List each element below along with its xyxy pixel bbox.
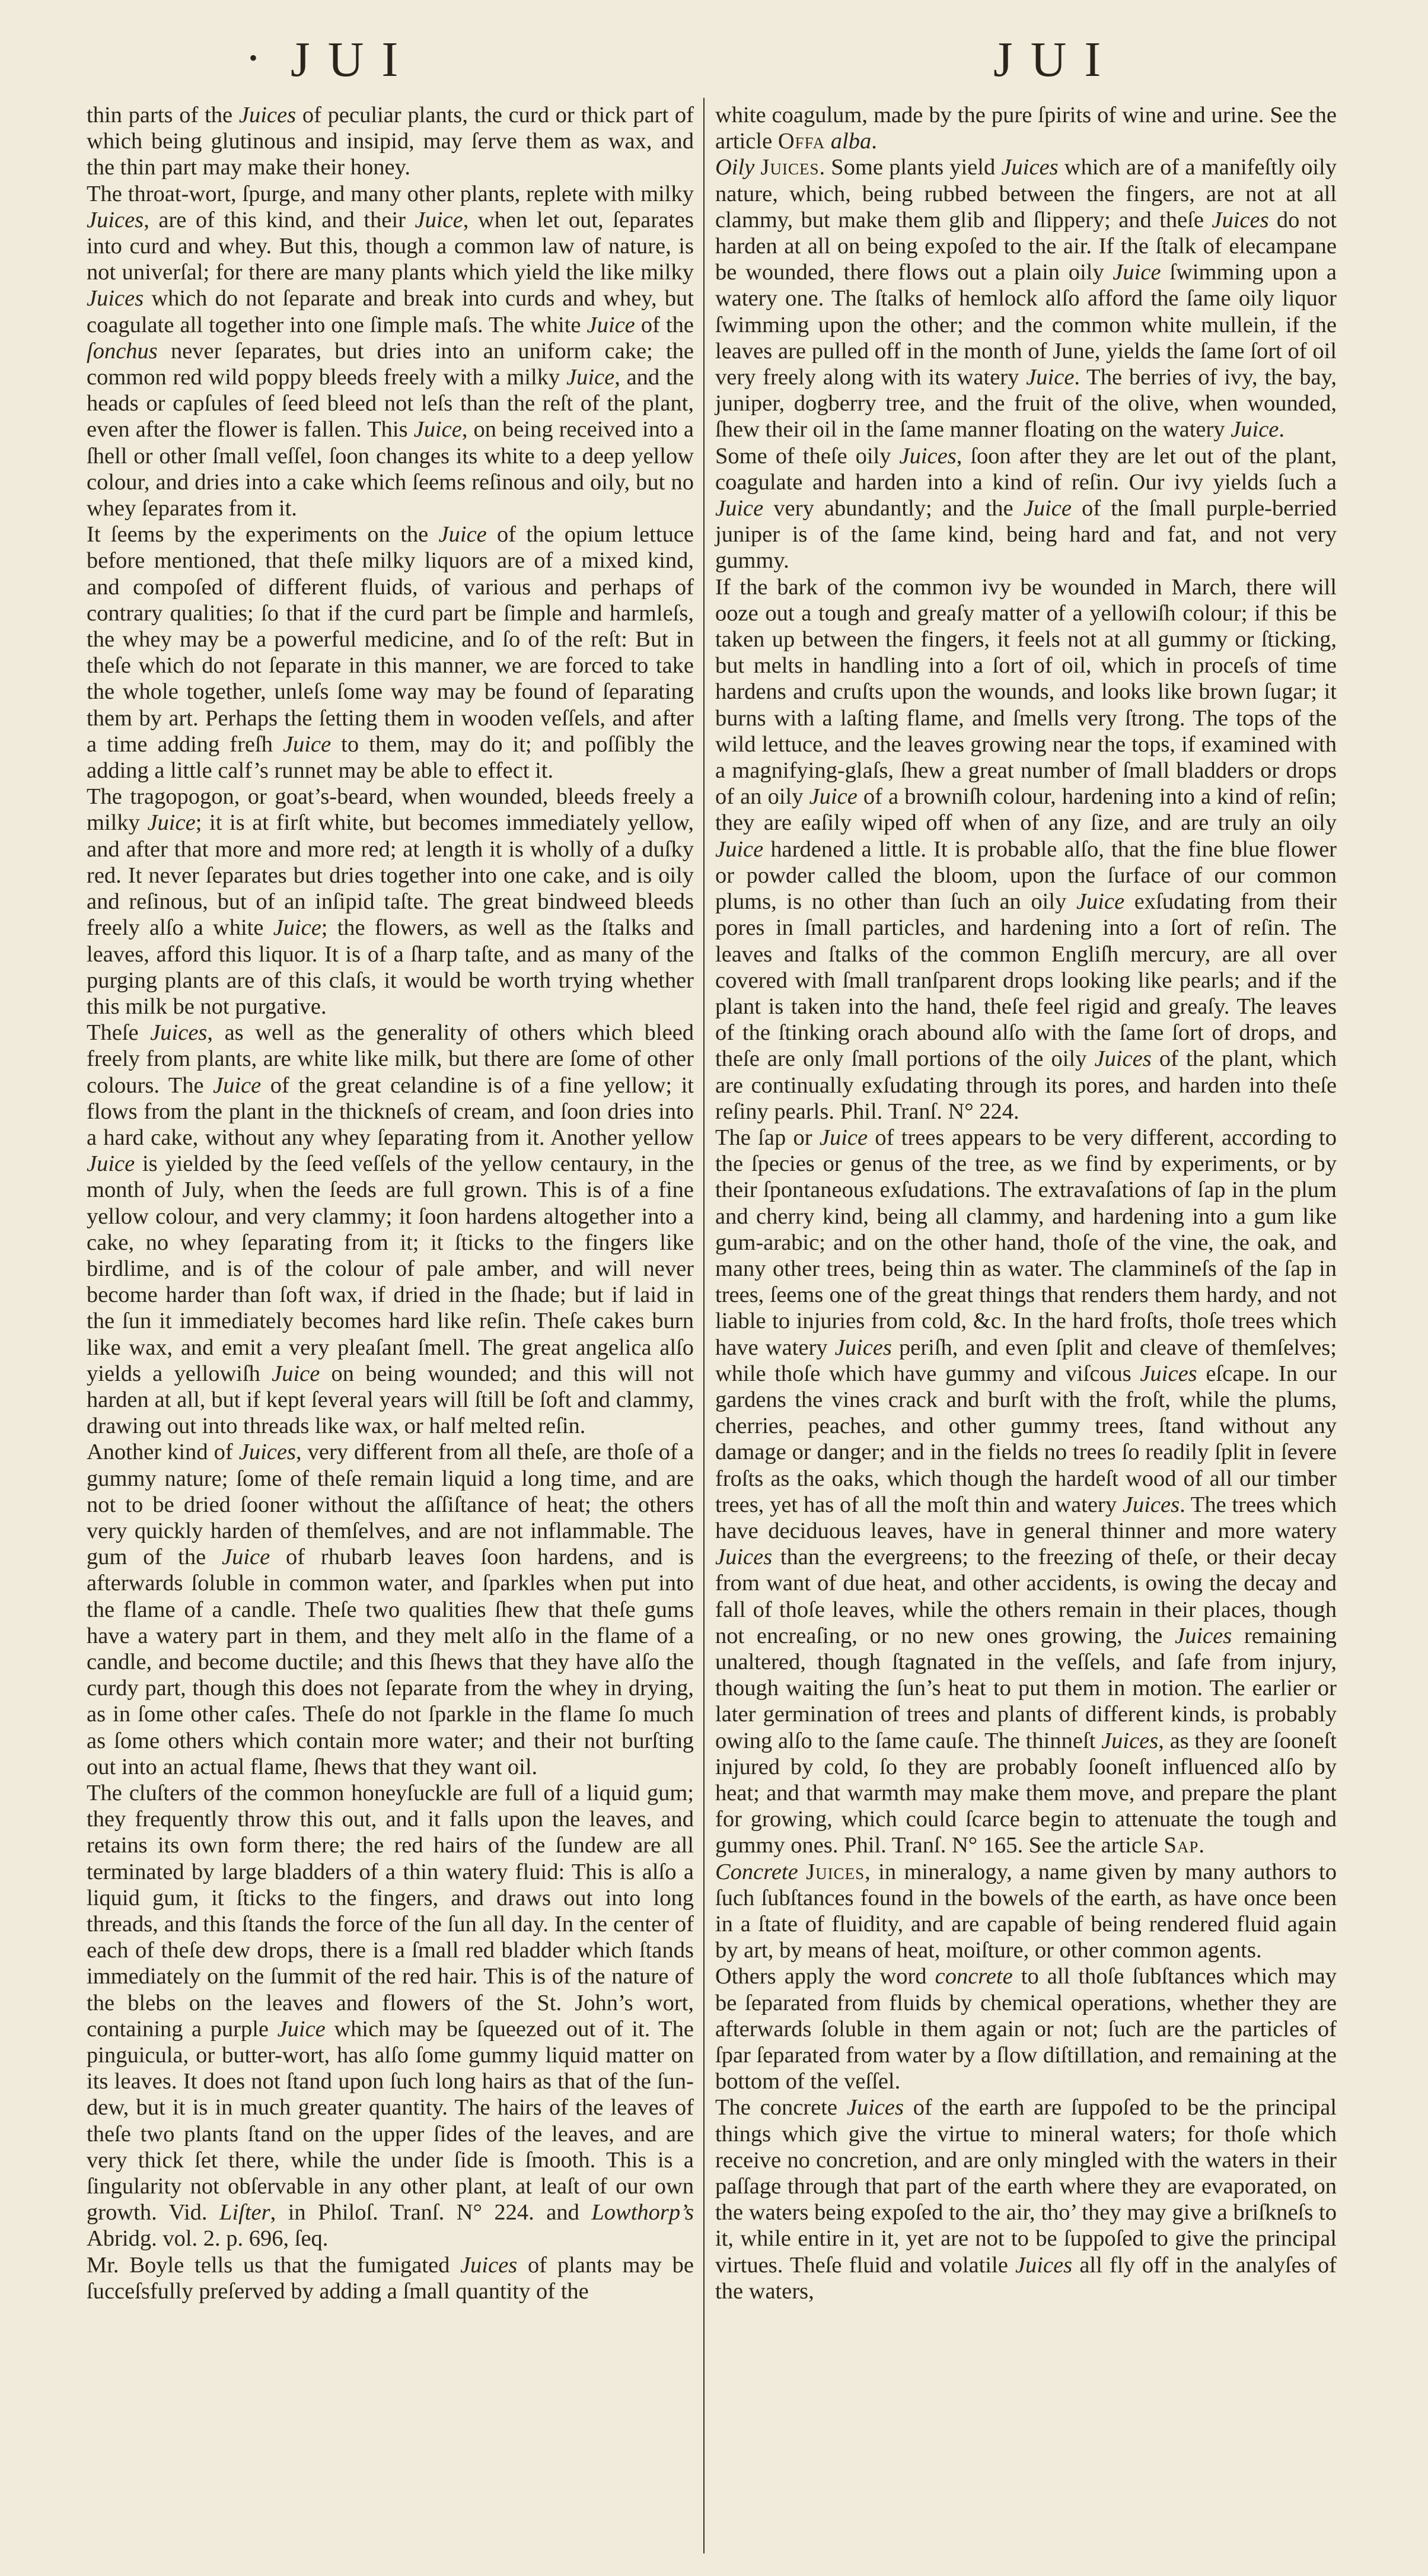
- running-head-left: JUI: [291, 32, 416, 87]
- right-column-paragraph: Others apply the word concrete to all thoſe ſubſtances which may be ſeparated from fluids by chemical operations, whether they are afterwards ſoluble in them again or not; ſuch are the particles of ſpar ſeparated from water by a ſlow diſtillation, and remaining at the bottom of the veſſel.: [715, 1964, 1337, 2094]
- right-column-paragraph: The ſap or Juice of trees appears to be very different, according to the ſpecies or genus of the tree, as we find by experiments, or by their ſpontaneous exſudations. The extravaſations of ſap in the plum and cherry kind, being all clammy, and hardening into a gum like gum-arabic; and on the other hand, thoſe of the vine, the oak, and many other trees, being thin as water. The clammineſs of the ſap in trees, ſeems one of the great things that renders them hardy, and not liable to injuries from cold, &c. In the hard froſts, thoſe trees which have watery Juices periſh, and even ſplit and cleave of themſelves; while thoſe which have gummy and viſcous Juices eſcape. In our gardens the vines crack and burſt with the froſt, while the plums, cherries, peaches, and other gummy trees, ſtand without any damage or danger; and in the fields no trees ſo readily ſplit in ſevere froſts as the oaks, which though the hardeſt wood of all our timber trees, yet has of all the moſt thin and watery Juices. The trees which have deciduous leaves, have in general thinner and more watery Juices than the evergreens; to the freezing of theſe, or their decay from want of due heat, and other accidents, is owing the decay and fall of thoſe leaves, while the others remain in their places, though not encreaſing, or no new ones growing, the Juices remaining unaltered, though ſtagnated in the veſſels, and ſafe from injury, though waiting the ſun’s heat to put them in motion. The earlier or later germination of trees and plants of different kinds, is probably owing alſo to the ſame cauſe. The thinneſt Juices, as they are ſooneſt injured by cold, ſo they are probably ſooneſt influenced alſo by heat; and that warmth may make them move, and prepare the plant for growing, which could ſcarce begin to attenuate the tough and gummy ones. Phil. Tranſ. N° 165. See the article Sap.: [715, 1125, 1337, 1858]
- left-column-paragraph: Mr. Boyle tells us that the fumigated Juices of plants may be ſucceſsfully preſerved by adding a ſmall quantity of the: [87, 2252, 694, 2304]
- right-column-paragraph: white coagulum, made by the pure ſpirits of wine and urine. See the article Offa alba.: [715, 103, 1337, 154]
- right-column-paragraph: The concrete Juices of the earth are ſuppoſed to be the principal things which give the virtue to mineral waters; for thoſe which receive no concretion, and are only mingled with the waters in their paſſage through that part of the earth where they are evaporated, on the waters being expoſed to the air, tho’ they may give a briſkneſs to it, while entire in it, yet are not to be ſuppoſed to give the principal virtues. Theſe fluid and volatile Juices all fly off in the analyſes of the waters,: [715, 2095, 1337, 2304]
- right-column-paragraph: Some of theſe oily Juices, ſoon after they are let out of the plant, coagulate and harden into a kind of reſin. Our ivy yields ſuch a Juice very abundantly; and the Juice of the ſmall purple-berried juniper is of the ſame kind, being hard and fat, and not very gummy.: [715, 443, 1337, 574]
- right-column-paragraph: If the bark of the common ivy be wounded in March, there will ooze out a tough and greaſy matter of a yellowiſh colour; if this be taken up between the fingers, it feels not at all gummy or ſticking, but melts in handling into a ſort of oil, which in proceſs of time hardens and cruſts upon the wounds, and looks like brown ſugar; it burns with a laſting flame, and ſmells very ſtrong. The tops of the wild lettuce, and the leaves growing near the tops, if examined with a magnifying-glaſs, ſhew a great number of ſmall bladders or drops of an oily Juice of a browniſh colour, hardening into a kind of reſin; they are eaſily wiped off when of any ſize, and are truly an oily Juice hardened a little. It is probable alſo, that the fine blue flower or powder called the bloom, upon the ſurface of our common plums, is no other than ſuch an oily Juice exſudating from their pores in ſmall particles, and hardening into a ſort of reſin. The leaves and ſtalks of the common Engliſh mercury, are all over covered with ſmall tranſparent drops looking like pearls; and if the plant is taken into the hand, theſe feel rigid and greaſy. The leaves of the ſtinking orach abound alſo with the ſame ſort of drops, and theſe are only ſmall portions of the oily Juices of the plant, which are continually exſudating through its pores, and harden into theſe reſiny pearls. Phil. Tranſ. N° 224.: [715, 574, 1337, 1124]
- right-column-paragraph: Concrete Juices, in mineralogy, a name given by many authors to ſuch ſubſtances found in the bowels of the earth, as have once been in a ſtate of fluidity, and are capable of being rendered fluid again by art, by means of heat, moiſture, or other common agents.: [715, 1859, 1337, 1963]
- left-column-paragraph: The throat-wort, ſpurge, and many other plants, replete with milky Juices, are of this kind, and their Juice, when let out, ſeparates into curd and whey. But this, though a common law of nature, is not univerſal; for there are many plants which yield the like milky Juices which do not ſeparate and break into curds and whey, but coagulate all together into one ſimple maſs. The white Juice of the ſonchus never ſeparates, but dries into an uniform cake; the common red wild poppy bleeds freely with a milky Juice, and the heads or capſules of ſeed bleed not leſs than the reſt of the plant, even after the flower is fallen. This Juice, on being received into a ſhell or other ſmall veſſel, ſoon changes its white to a deep yellow colour, and dries into a cake which ſeems reſinous and oily, but no whey ſeparates from it.: [87, 181, 694, 521]
- running-head-right: JUI: [993, 32, 1119, 87]
- left-column-paragraph: thin parts of the Juices of peculiar plants, the curd or thick part of which being glutinous and insipid, may ſerve them as wax, and the thin part may make their honey.: [87, 103, 694, 180]
- right-column: [715, 102, 1337, 2304]
- column-rule: [703, 98, 705, 2553]
- left-column-paragraph: It ſeems by the experiments on the Juice of the opium lettuce before mentioned, that theſe milky liquors are of a mixed kind, and compoſed of different fluids, of various and perhaps of contrary qualities; ſo that if the curd part be ſimple and harmleſs, the whey may be a powerful medicine, and ſo of the reſt: But in theſe which do not ſeparate in this manner, we are forced to take the whole together, unleſs ſome way may be found of ſeparating them by art. Perhaps the ſetting them in wooden veſſels, and after a time adding freſh Juice to them, may do it; and poſſibly the adding a little calf’s runnet may be able to effect it.: [87, 522, 694, 784]
- left-column-paragraph: The cluſters of the common honeyſuckle are full of a liquid gum; they frequently throw this out, and it falls upon the leaves, and retains its own form there; the red hairs of the ſundew are all terminated by large bladders of a thin watery fluid: This is alſo a liquid gum, it ſticks to the fingers, and draws out into long threads, and this ſtands the force of the ſun all day. In the center of each of theſe dew drops, there is a ſmall red bladder which ſtands immediately on the ſummit of the red hair. This is of the nature of the blebs on the leaves and flowers of the St. John’s wort, containing a purple Juice which may be ſqueezed out of it. The pinguicula, or butter-wort, has alſo ſome gummy liquid matter on its leaves. It does not ſtand upon ſuch long hairs as that of the ſun-dew, but it is in much greater quantity. The hairs of the leaves of theſe two plants ſtand on the upper ſides of the leaves, and are very thick ſet there, while the under ſide is ſmooth. This is a ſingularity not obſervable in any other plant, at leaſt of our own growth. Vid. Liſter, in Philoſ. Tranſ. N° 224. and Lowthorp’s Abridg. vol. 2. p. 696, ſeq.: [87, 1781, 694, 2252]
- left-column-paragraph: Another kind of Juices, very different from all theſe, are thoſe of a gummy nature; ſome of theſe remain liquid a long time, and are not to be dried ſooner without the aſſiſtance of heat; the others very quickly harden of themſelves, and are not inflammable. The gum of the Juice of rhubarb leaves ſoon hardens, and is afterwards ſoluble in common water, and ſparkles when put into the flame of a candle. Theſe two qualities ſhew that theſe gums have a watery part in them, and they melt alſo in the flame of a candle, and become ductile; and this ſhews that they have alſo the curdy part, though this does not ſeparate from the whey in drying, as in ſome other caſes. Theſe do not ſparkle in the flame ſo much as ſome others which contain more water; and their not burſting out into an actual flame, ſhews that they want oil.: [87, 1440, 694, 1779]
- left-column: [87, 102, 694, 2304]
- right-column-paragraph: Oily Juices. Some plants yield Juices which are of a manifeſtly oily nature, which, being rubbed between the fingers, are not at all clammy, but make them glib and ſlippery; and theſe Juices do not harden at all on being expoſed to the air. If the ſtalk of elecampane be wounded, there flows out a plain oily Juice ſwimming upon a watery one. The ſtalks of hemlock alſo afford the ſame oily liquor ſwimming upon the other; and the common white mullein, if the leaves are pulled off in the month of June, yields the ſame ſort of oil very freely along with its watery Juice. The berries of ivy, the bay, juniper, dogberry tree, and the fruit of the olive, when wounded, ſhew their oil in the ſame manner floating on the watery Juice.: [715, 155, 1337, 442]
- left-column-paragraph: The tragopogon, or goat’s-beard, when wounded, bleeds freely a milky Juice; it is at firſt white, but becomes immediately yellow, and after that more and more red; at length it is wholly of a duſky red. It never ſeparates but dries together into one cake, and is oily and reſinous, but of an inſipid taſte. The great bindweed bleeds freely alſo a white Juice; the flowers, as well as the ſtalks and leaves, afford this liquor. It is of a ſharp taſte, and as many of the purging plants are of this claſs, it would be worth trying whether this milk be not purgative.: [87, 784, 694, 1019]
- left-column-paragraph: Theſe Juices, as well as the generality of others which bleed freely from plants, are white like milk, but there are ſome of other colours. The Juice of the great celandine is of a fine yellow; it flows from the plant in the thickneſs of cream, and ſoon dries into a hard cake, without any whey ſeparating from it. Another yellow Juice is yielded by the ſeed veſſels of the yellow centaury, in the month of July, when the ſeeds are full grown. This is of a fine yellow colour, and very clammy; it ſoon hardens altogether into a cake, no whey ſeparating from it; it ſticks to the fingers like birdlime, and is of the colour of pale amber, and will never become harder than ſoft wax, if dried in the ſhade; but if laid in the ſun it immediately becomes hard like reſin. Theſe cakes burn like wax, and emit a very pleaſant ſmell. The great angelica alſo yields a yellowiſh Juice on being wounded; and this will not harden at all, but if kept ſeveral years will ſtill be ſoft and clammy, drawing out into threads like wax, or half melted reſin.: [87, 1020, 694, 1439]
- printer-mark: •: [249, 44, 258, 71]
